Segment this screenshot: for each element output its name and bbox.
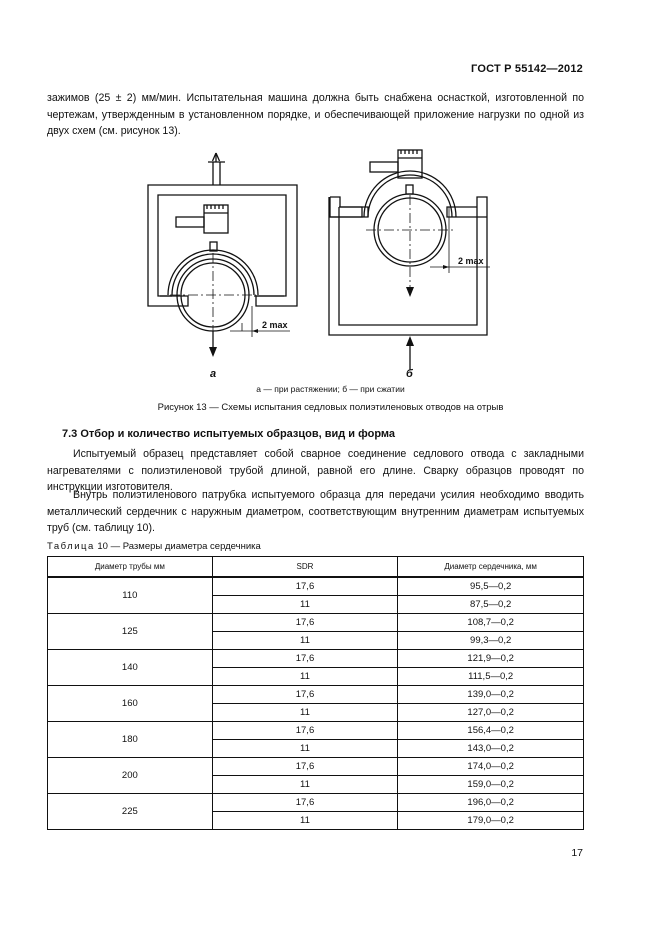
pipe-diameter-cell: 125: [48, 614, 213, 650]
dim-label-b: 2 max: [458, 256, 484, 266]
core-cell: 111,5—0,2: [398, 668, 584, 686]
frame-a-outer: [148, 185, 297, 306]
core-cell: 179,0—0,2: [398, 812, 584, 830]
figure-caption: Рисунок 13 — Схемы испытания седловых полиэтиленовых отводов на отрыв: [157, 402, 504, 413]
core-cell: 159,0—0,2: [398, 776, 584, 794]
core-cell: 139,0—0,2: [398, 686, 584, 704]
sdr-cell: 11: [212, 668, 398, 686]
table-row: [48, 577, 584, 596]
core-cell: 95,5—0,2: [398, 577, 584, 596]
header-pipe-diameter: Диаметр трубы мм: [48, 557, 213, 578]
clamp-a: [204, 205, 228, 233]
sdr-cell: 11: [212, 632, 398, 650]
arrow-b-down: [406, 287, 414, 297]
paragraph-core-insertion: Внутрь полиэтиленового патрубка испытуемого образца для передачи усилия необходимо вводить металлический сердечник с наружным диаметром, соответствующим внутренним диаметрам испытуемых труб (см. таблицу 10).: [47, 489, 584, 534]
core-cell: 174,0—0,2: [398, 758, 584, 776]
table-row: [48, 650, 584, 668]
table-row: [48, 794, 584, 812]
clamp-b: [398, 150, 422, 178]
paragraph-sample-description: Испытуемый образец представляет собой сварное соединение седлового отвода с закладными нагревателями с полиэтиленовой трубой длиной, равной его длине. Сварку образцов проводят по инструкции изготовителя.: [47, 448, 584, 493]
section-heading: 7.3 Отбор и количество испытуемых образцов, вид и форма: [62, 428, 396, 440]
core-cell: 121,9—0,2: [398, 650, 584, 668]
sdr-cell: 11: [212, 704, 398, 722]
pipe-diameter-cell: 180: [48, 722, 213, 758]
figure-13-diagram: [100, 145, 560, 385]
document-code: ГОСТ Р 55142—2012: [471, 63, 583, 75]
sdr-cell: 17,6: [212, 686, 398, 704]
sdr-cell: 17,6: [212, 722, 398, 740]
sdr-cell: 17,6: [212, 794, 398, 812]
arrow-a-down: [209, 347, 217, 357]
table-row: [48, 722, 584, 740]
table-header-row: [48, 557, 584, 578]
sdr-cell: 17,6: [212, 650, 398, 668]
sdr-cell: 11: [212, 740, 398, 758]
scheme-label-b: б: [406, 368, 413, 380]
core-cell: 156,4—0,2: [398, 722, 584, 740]
sdr-cell: 11: [212, 812, 398, 830]
pipe-diameter-cell: 225: [48, 794, 213, 830]
pipe-diameter-cell: 200: [48, 758, 213, 794]
core-diameter-table: [47, 556, 584, 830]
paragraph-test-machine: зажимов (25 ± 2) мм/мин. Испытательная машина должна быть снабжена оснасткой, изготовленной по чертежам, утвержденным в установленном порядке, и обеспечивающей приложение нагрузки по одной из двух схем (см. рисунок 13).: [47, 92, 584, 137]
pipe-diameter-cell: 160: [48, 686, 213, 722]
table-row: [48, 758, 584, 776]
table-caption-text: 10 — Размеры диаметра сердечника: [94, 541, 261, 552]
table-row: [48, 686, 584, 704]
header-core-diameter: Диаметр сердечника, мм: [398, 557, 584, 578]
core-cell: 196,0—0,2: [398, 794, 584, 812]
core-cell: 143,0—0,2: [398, 740, 584, 758]
core-cell: 108,7—0,2: [398, 614, 584, 632]
figure-legend: а — при растяжении; б — при сжатии: [256, 384, 405, 394]
sdr-cell: 17,6: [212, 614, 398, 632]
pipe-diameter-cell: 140: [48, 650, 213, 686]
core-cell: 99,3—0,2: [398, 632, 584, 650]
sdr-cell: 11: [212, 776, 398, 794]
arrow-b-up: [406, 336, 414, 346]
header-sdr: SDR: [212, 557, 398, 578]
table-row: [48, 614, 584, 632]
sdr-cell: 17,6: [212, 758, 398, 776]
page-number: 17: [571, 847, 583, 859]
core-cell: 127,0—0,2: [398, 704, 584, 722]
dim-label-a: 2 max: [262, 320, 288, 330]
table-caption-prefix: Таблица: [47, 541, 95, 552]
sdr-cell: 17,6: [212, 577, 398, 596]
pipe-diameter-cell: 110: [48, 577, 213, 614]
sdr-cell: 11: [212, 596, 398, 614]
core-cell: 87,5—0,2: [398, 596, 584, 614]
scheme-label-a: а: [210, 368, 217, 380]
table-caption: [47, 541, 261, 552]
